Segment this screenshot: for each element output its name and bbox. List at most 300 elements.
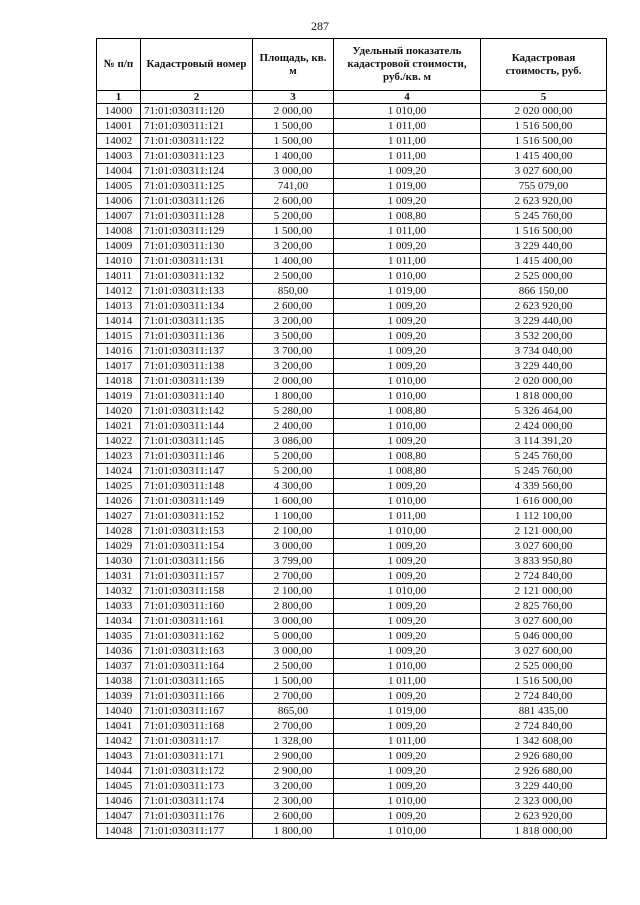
unit-value-cell: 1 010,00 [334,104,481,119]
unit-value-cell: 1 011,00 [334,674,481,689]
table-row [97,194,607,209]
cadastral-number-cell: 71:01:030311:135 [141,314,253,329]
unit-value-cell: 1 009,20 [334,164,481,179]
unit-value-cell: 1 008,80 [334,449,481,464]
unit-value-cell: 1 009,20 [334,809,481,824]
area-cell: 2 600,00 [253,299,334,314]
area-cell: 2 700,00 [253,569,334,584]
table-row [97,224,607,239]
area-cell: 850,00 [253,284,334,299]
row-number-cell: 14042 [97,734,141,749]
row-number-cell: 14005 [97,179,141,194]
row-number-cell: 14010 [97,254,141,269]
row-number-cell: 14001 [97,119,141,134]
table-row [97,269,607,284]
unit-value-cell: 1 009,20 [334,689,481,704]
unit-value-cell: 1 009,20 [334,239,481,254]
cadastral-number-cell: 71:01:030311:130 [141,239,253,254]
row-number-cell: 14046 [97,794,141,809]
cadastral-cost-cell: 3 027 600,00 [481,644,607,659]
unit-value-cell: 1 009,20 [334,344,481,359]
table-row [97,719,607,734]
cadastral-cost-cell: 755 079,00 [481,179,607,194]
cadastral-number-cell: 71:01:030311:154 [141,539,253,554]
cadastral-number-cell: 71:01:030311:126 [141,194,253,209]
column-number-row [97,91,607,104]
row-number-cell: 14025 [97,479,141,494]
table-row [97,149,607,164]
row-number-cell: 14002 [97,134,141,149]
header-cadastral-cost: Кадастровая стоимость, руб. [481,39,607,91]
cadastral-cost-cell: 2 525 000,00 [481,269,607,284]
row-number-cell: 14014 [97,314,141,329]
area-cell: 3 200,00 [253,359,334,374]
cadastral-cost-cell: 866 150,00 [481,284,607,299]
unit-value-cell: 1 011,00 [334,149,481,164]
cadastral-number-cell: 71:01:030311:133 [141,284,253,299]
cadastral-number-cell: 71:01:030311:160 [141,599,253,614]
area-cell: 865,00 [253,704,334,719]
row-number-cell: 14022 [97,434,141,449]
unit-value-cell: 1 009,20 [334,614,481,629]
unit-value-cell: 1 011,00 [334,119,481,134]
unit-value-cell: 1 009,20 [334,479,481,494]
table-row [97,314,607,329]
area-cell: 2 900,00 [253,749,334,764]
row-number-cell: 14008 [97,224,141,239]
cadastral-number-cell: 71:01:030311:139 [141,374,253,389]
unit-value-cell: 1 009,20 [334,299,481,314]
cadastral-number-cell: 71:01:030311:149 [141,494,253,509]
area-cell: 3 500,00 [253,329,334,344]
cadastral-cost-cell: 1 342 608,00 [481,734,607,749]
cadastral-cost-cell: 3 833 950,80 [481,554,607,569]
row-number-cell: 14009 [97,239,141,254]
table-row [97,539,607,554]
unit-value-cell: 1 009,20 [334,554,481,569]
unit-value-cell: 1 009,20 [334,569,481,584]
area-cell: 1 400,00 [253,254,334,269]
unit-value-cell: 1 010,00 [334,419,481,434]
cadastral-cost-cell: 1 516 500,00 [481,674,607,689]
area-cell: 2 100,00 [253,524,334,539]
table-row [97,644,607,659]
row-number-cell: 14007 [97,209,141,224]
table-row [97,509,607,524]
row-number-cell: 14016 [97,344,141,359]
table-row [97,749,607,764]
cadastral-number-cell: 71:01:030311:123 [141,149,253,164]
cadastral-cost-cell: 2 926 680,00 [481,764,607,779]
area-cell: 2 000,00 [253,374,334,389]
table-row [97,134,607,149]
cadastral-number-cell: 71:01:030311:167 [141,704,253,719]
area-cell: 5 200,00 [253,209,334,224]
unit-value-cell: 1 010,00 [334,584,481,599]
cadastral-number-cell: 71:01:030311:144 [141,419,253,434]
cadastral-cost-cell: 3 532 200,00 [481,329,607,344]
cadastral-number-cell: 71:01:030311:17 [141,734,253,749]
table-row [97,434,607,449]
unit-value-cell: 1 009,20 [334,329,481,344]
unit-value-cell: 1 011,00 [334,734,481,749]
cadastral-number-cell: 71:01:030311:136 [141,329,253,344]
cadastral-cost-cell: 1 112 100,00 [481,509,607,524]
unit-value-cell: 1 009,20 [334,599,481,614]
unit-value-cell: 1 008,80 [334,209,481,224]
cadastral-cost-cell: 3 734 040,00 [481,344,607,359]
row-number-cell: 14013 [97,299,141,314]
cadastral-number-cell: 71:01:030311:137 [141,344,253,359]
cadastral-number-cell: 71:01:030311:145 [141,434,253,449]
row-number-cell: 14018 [97,374,141,389]
cadastral-cost-cell: 1 516 500,00 [481,224,607,239]
unit-value-cell: 1 009,20 [334,629,481,644]
cadastral-cost-cell: 1 415 400,00 [481,149,607,164]
area-cell: 4 300,00 [253,479,334,494]
area-cell: 3 200,00 [253,314,334,329]
cadastral-table [96,38,607,839]
cadastral-cost-cell: 2 020 000,00 [481,374,607,389]
cadastral-cost-cell: 1 516 500,00 [481,134,607,149]
row-number-cell: 14003 [97,149,141,164]
area-cell: 3 000,00 [253,164,334,179]
cadastral-cost-cell: 5 245 760,00 [481,449,607,464]
area-cell: 2 300,00 [253,794,334,809]
row-number-cell: 14038 [97,674,141,689]
unit-value-cell: 1 019,00 [334,179,481,194]
cadastral-cost-cell: 2 323 000,00 [481,794,607,809]
row-number-cell: 14040 [97,704,141,719]
cadastral-cost-cell: 1 516 500,00 [481,119,607,134]
area-cell: 3 000,00 [253,614,334,629]
cadastral-cost-cell: 5 326 464,00 [481,404,607,419]
table-row [97,179,607,194]
area-cell: 1 100,00 [253,509,334,524]
cadastral-number-cell: 71:01:030311:140 [141,389,253,404]
row-number-cell: 14006 [97,194,141,209]
table-row [97,824,607,839]
row-number-cell: 14011 [97,269,141,284]
cadastral-number-cell: 71:01:030311:128 [141,209,253,224]
cadastral-number-cell: 71:01:030311:153 [141,524,253,539]
unit-value-cell: 1 009,20 [334,359,481,374]
cadastral-number-cell: 71:01:030311:166 [141,689,253,704]
cadastral-cost-cell: 1 415 400,00 [481,254,607,269]
row-number-cell: 14027 [97,509,141,524]
table-row [97,209,607,224]
table-row [97,479,607,494]
cadastral-cost-cell: 2 623 920,00 [481,194,607,209]
unit-value-cell: 1 010,00 [334,494,481,509]
cadastral-number-cell: 71:01:030311:157 [141,569,253,584]
row-number-cell: 14044 [97,764,141,779]
row-number-cell: 14017 [97,359,141,374]
cadastral-cost-cell: 1 616 000,00 [481,494,607,509]
column-number: 5 [481,91,607,104]
area-cell: 1 400,00 [253,149,334,164]
table-row [97,254,607,269]
table-row [97,239,607,254]
cadastral-cost-cell: 2 020 000,00 [481,104,607,119]
row-number-cell: 14034 [97,614,141,629]
table-row [97,764,607,779]
unit-value-cell: 1 009,20 [334,719,481,734]
unit-value-cell: 1 010,00 [334,269,481,284]
area-cell: 1 600,00 [253,494,334,509]
cadastral-number-cell: 71:01:030311:134 [141,299,253,314]
table-row [97,119,607,134]
cadastral-cost-cell: 2 121 000,00 [481,524,607,539]
area-cell: 1 500,00 [253,134,334,149]
unit-value-cell: 1 010,00 [334,524,481,539]
cadastral-number-cell: 71:01:030311:158 [141,584,253,599]
area-cell: 3 000,00 [253,644,334,659]
row-number-cell: 14037 [97,659,141,674]
row-number-cell: 14029 [97,539,141,554]
unit-value-cell: 1 008,80 [334,464,481,479]
cadastral-cost-cell: 881 435,00 [481,704,607,719]
table-row [97,794,607,809]
cadastral-number-cell: 71:01:030311:121 [141,119,253,134]
cadastral-cost-cell: 2 623 920,00 [481,299,607,314]
unit-value-cell: 1 009,20 [334,644,481,659]
table-row [97,284,607,299]
table-row [97,419,607,434]
cadastral-cost-cell: 3 027 600,00 [481,614,607,629]
cadastral-number-cell: 71:01:030311:147 [141,464,253,479]
cadastral-cost-cell: 3 229 440,00 [481,779,607,794]
area-cell: 5 000,00 [253,629,334,644]
table-row [97,524,607,539]
area-cell: 2 700,00 [253,719,334,734]
cadastral-number-cell: 71:01:030311:163 [141,644,253,659]
cadastral-number-cell: 71:01:030311:173 [141,779,253,794]
table-row [97,464,607,479]
column-number: 4 [334,91,481,104]
area-cell: 1 328,00 [253,734,334,749]
area-cell: 741,00 [253,179,334,194]
table-row [97,674,607,689]
row-number-cell: 14023 [97,449,141,464]
area-cell: 1 500,00 [253,224,334,239]
row-number-cell: 14015 [97,329,141,344]
cadastral-number-cell: 71:01:030311:125 [141,179,253,194]
area-cell: 2 000,00 [253,104,334,119]
row-number-cell: 14035 [97,629,141,644]
area-cell: 3 086,00 [253,434,334,449]
cadastral-cost-cell: 3 229 440,00 [481,314,607,329]
cadastral-cost-cell: 2 724 840,00 [481,719,607,734]
area-cell: 2 500,00 [253,659,334,674]
row-number-cell: 14041 [97,719,141,734]
table-row [97,734,607,749]
cadastral-number-cell: 71:01:030311:120 [141,104,253,119]
header-area: Площадь, кв. м [253,39,334,91]
cadastral-number-cell: 71:01:030311:152 [141,509,253,524]
cadastral-number-cell: 71:01:030311:124 [141,164,253,179]
cadastral-cost-cell: 2 926 680,00 [481,749,607,764]
cadastral-cost-cell: 3 229 440,00 [481,359,607,374]
cadastral-cost-cell: 5 245 760,00 [481,209,607,224]
table-body [97,104,607,839]
table-row [97,704,607,719]
header-unit-value: Удельный показатель кадастровой стоимости, руб./кв. м [334,39,481,91]
unit-value-cell: 1 010,00 [334,659,481,674]
area-cell: 2 900,00 [253,764,334,779]
unit-value-cell: 1 019,00 [334,704,481,719]
row-number-cell: 14039 [97,689,141,704]
unit-value-cell: 1 009,20 [334,749,481,764]
area-cell: 2 800,00 [253,599,334,614]
row-number-cell: 14028 [97,524,141,539]
area-cell: 3 200,00 [253,779,334,794]
area-cell: 3 000,00 [253,539,334,554]
unit-value-cell: 1 011,00 [334,224,481,239]
row-number-cell: 14000 [97,104,141,119]
cadastral-number-cell: 71:01:030311:164 [141,659,253,674]
table-row [97,359,607,374]
table-row [97,689,607,704]
cadastral-cost-cell: 1 818 000,00 [481,389,607,404]
area-cell: 3 200,00 [253,239,334,254]
row-number-cell: 14031 [97,569,141,584]
table-row [97,494,607,509]
table-row [97,164,607,179]
cadastral-number-cell: 71:01:030311:146 [141,449,253,464]
unit-value-cell: 1 009,20 [334,194,481,209]
header-row-number: № п/п [97,39,141,91]
unit-value-cell: 1 009,20 [334,779,481,794]
cadastral-number-cell: 71:01:030311:122 [141,134,253,149]
row-number-cell: 14032 [97,584,141,599]
unit-value-cell: 1 009,20 [334,434,481,449]
unit-value-cell: 1 009,20 [334,764,481,779]
cadastral-cost-cell: 5 046 000,00 [481,629,607,644]
cadastral-number-cell: 71:01:030311:156 [141,554,253,569]
unit-value-cell: 1 011,00 [334,134,481,149]
table-row [97,809,607,824]
unit-value-cell: 1 019,00 [334,284,481,299]
row-number-cell: 14020 [97,404,141,419]
cadastral-cost-cell: 2 525 000,00 [481,659,607,674]
area-cell: 1 500,00 [253,674,334,689]
cadastral-number-cell: 71:01:030311:161 [141,614,253,629]
area-cell: 2 600,00 [253,809,334,824]
table-row [97,779,607,794]
column-number: 2 [141,91,253,104]
cadastral-number-cell: 71:01:030311:142 [141,404,253,419]
area-cell: 1 800,00 [253,824,334,839]
table-row [97,554,607,569]
page-number: 287 [311,19,329,33]
table-row [97,584,607,599]
unit-value-cell: 1 011,00 [334,254,481,269]
cadastral-cost-cell: 2 724 840,00 [481,689,607,704]
cadastral-number-cell: 71:01:030311:177 [141,824,253,839]
row-number-cell: 14043 [97,749,141,764]
cadastral-cost-cell: 3 114 391,20 [481,434,607,449]
table-header-row [97,39,607,91]
area-cell: 2 100,00 [253,584,334,599]
header-cadastral-number: Кадастровый номер [141,39,253,91]
row-number-cell: 14048 [97,824,141,839]
table-row [97,374,607,389]
cadastral-number-cell: 71:01:030311:165 [141,674,253,689]
row-number-cell: 14012 [97,284,141,299]
area-cell: 5 280,00 [253,404,334,419]
table-row [97,329,607,344]
row-number-cell: 14033 [97,599,141,614]
area-cell: 5 200,00 [253,464,334,479]
unit-value-cell: 1 009,20 [334,314,481,329]
cadastral-number-cell: 71:01:030311:129 [141,224,253,239]
table-row [97,449,607,464]
row-number-cell: 14019 [97,389,141,404]
table-row [97,614,607,629]
cadastral-cost-cell: 1 818 000,00 [481,824,607,839]
area-cell: 2 700,00 [253,689,334,704]
area-cell: 3 700,00 [253,344,334,359]
unit-value-cell: 1 008,80 [334,404,481,419]
table-row [97,104,607,119]
unit-value-cell: 1 011,00 [334,509,481,524]
cadastral-cost-cell: 2 724 840,00 [481,569,607,584]
unit-value-cell: 1 010,00 [334,794,481,809]
area-cell: 2 400,00 [253,419,334,434]
area-cell: 5 200,00 [253,449,334,464]
table-row [97,569,607,584]
table-row [97,299,607,314]
cadastral-cost-cell: 2 121 000,00 [481,584,607,599]
row-number-cell: 14021 [97,419,141,434]
column-number: 3 [253,91,334,104]
cadastral-cost-cell: 3 027 600,00 [481,164,607,179]
table-row [97,599,607,614]
cadastral-number-cell: 71:01:030311:132 [141,269,253,284]
cadastral-number-cell: 71:01:030311:131 [141,254,253,269]
unit-value-cell: 1 010,00 [334,389,481,404]
cadastral-cost-cell: 5 245 760,00 [481,464,607,479]
cadastral-number-cell: 71:01:030311:174 [141,794,253,809]
unit-value-cell: 1 010,00 [334,824,481,839]
area-cell: 2 500,00 [253,269,334,284]
row-number-cell: 14004 [97,164,141,179]
unit-value-cell: 1 010,00 [334,374,481,389]
row-number-cell: 14045 [97,779,141,794]
area-cell: 1 500,00 [253,119,334,134]
row-number-cell: 14026 [97,494,141,509]
column-number: 1 [97,91,141,104]
row-number-cell: 14036 [97,644,141,659]
table-row [97,404,607,419]
cadastral-cost-cell: 3 229 440,00 [481,239,607,254]
cadastral-number-cell: 71:01:030311:138 [141,359,253,374]
area-cell: 3 799,00 [253,554,334,569]
table-row [97,344,607,359]
cadastral-number-cell: 71:01:030311:172 [141,764,253,779]
unit-value-cell: 1 009,20 [334,539,481,554]
cadastral-cost-cell: 2 825 760,00 [481,599,607,614]
area-cell: 2 600,00 [253,194,334,209]
cadastral-number-cell: 71:01:030311:148 [141,479,253,494]
cadastral-number-cell: 71:01:030311:168 [141,719,253,734]
row-number-cell: 14047 [97,809,141,824]
row-number-cell: 14024 [97,464,141,479]
cadastral-cost-cell: 2 424 000,00 [481,419,607,434]
cadastral-number-cell: 71:01:030311:171 [141,749,253,764]
table-row [97,389,607,404]
